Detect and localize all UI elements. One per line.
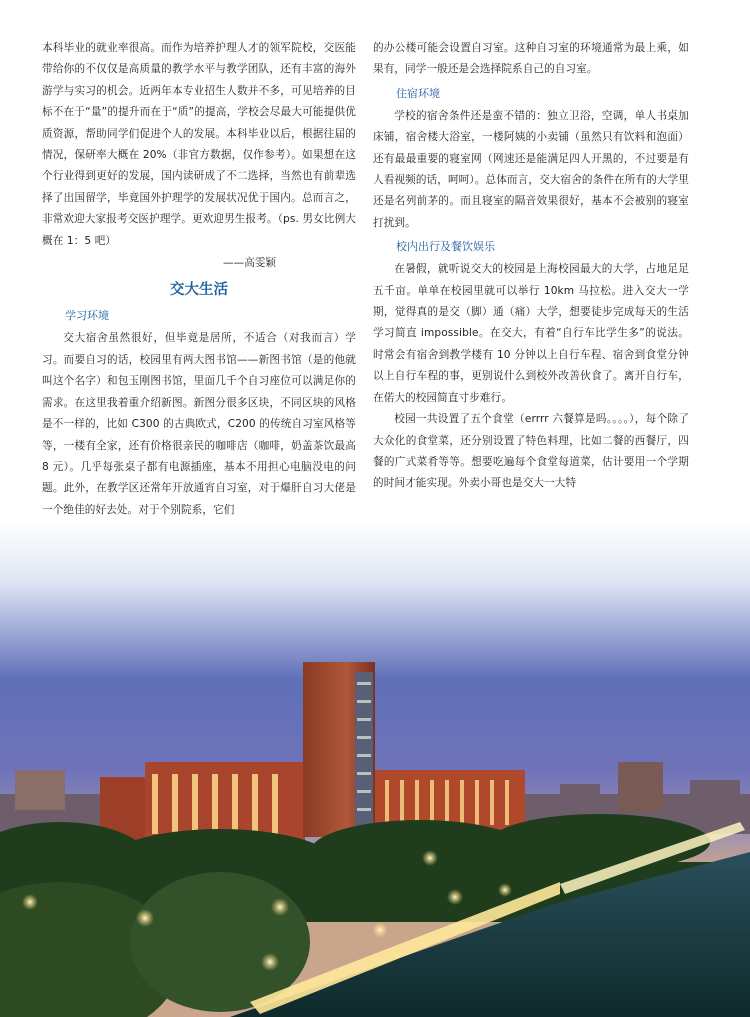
right-paragraph-3: 在暑假，就听说交大的校园是上海校园最大的大学，占地足足五千亩。单单在校园里就可以举行 10km 马拉松。进入交大一学期，觉得真的是交（脚）通（痛）大学，想要徒步完成每天的生活学习简直 impossible。在交大，有着“自行车比学生多”的说法。时常会有宿舍到教学楼有 10 分钟以上自行车程、宿舍到食堂分钟以上自行车程的事，更别说什么到校外改善伙食了。离开自行车，在偌大的校园简直寸步难行。 — [373, 263, 689, 404]
right-column — [373, 38, 689, 495]
right-paragraph-1: 的办公楼可能会设置自习室。这种自习室的环境通常为最上乘，如果有，同学一般还是会选择院系自己的自习室。 — [373, 42, 689, 76]
study-environment-heading: 学习环境 — [65, 309, 109, 323]
left-column — [42, 38, 356, 521]
left-paragraph-1: 本科毕业的就业率很高。而作为培养护理人才的领军院校，交医能带给你的不仅仅是高质量的教学水平与教学团队，还有丰富的海外游学与实习的机会。近两年本专业招生人数并不多，可见培养的目标不在于“量”的提升而在于“质”的提高，学校会尽最大可能提供优质资源，帮助同学们促进个人的发展。本科毕业以后，根据往届的情况，保研率大概在 20%（非官方数据，仅作参考）。如果想在这个行业得到更好的发展，国内读研成了不二选择，当然也有前辈选择了出国留学，毕竟国外护理学的发展状况优于国内。总而言之，非常欢迎大家报考交医护理学。更欢迎男生报考。（ps. 男女比例大概在 1：5 吧） — [42, 42, 356, 247]
right-paragraph-2: 学校的宿舍条件还是蛮不错的：独立卫浴，空调，单人书桌加床铺，宿舍楼大浴室，一楼阿姨的小卖铺（虽然只有饮料和泡面）还有最最重要的寝室网（网速还是能满足四人开黑的，不过要是有人看视频的话，呵呵）。总体而言，交大宿舍的条件在所有的大学里还是名列前茅的。而且寝室的隔音效果很好，基本不会被别的寝室打扰到。 — [373, 109, 689, 229]
dorm-environment-heading: 住宿环境 — [396, 86, 440, 100]
left-paragraph-2: 交大宿舍虽然很好，但毕竟是居所，不适合（对我而言）学习。而要自习的话，校园里有两大图书馆——新图书馆（是的他就叫这个名字）和包玉刚图书馆，里面几千个自习座位可以满足你的需求。在这里我着重介绍新图。新图分很多区块，不同区块的风格是不一样的，比如 C300 的古典欧式，C200 的传统自习室风格等等，一楼有全家，还有价格很亲民的咖啡店（咖啡，奶盖茶饮最高 8 元）。几乎每张桌子都有电源插座，基本不用担心电脑没电的问题。此外，在教学区还常年开放通宵自习室，对于爆肝自习大佬是一个绝佳的好去处。对于个别院系，它们 — [42, 332, 356, 516]
author-signature: ——高雯颖 — [223, 257, 276, 270]
campus-travel-dining-heading: 校内出行及餐饮娱乐 — [396, 240, 495, 254]
section-title: 交大生活 — [170, 282, 228, 299]
right-paragraph-4: 校园一共设置了五个食堂（errrr 六餐算是吗。。。。），每个除了大众化的食堂菜，还分别设置了特色料理，比如二餐的西餐厅，四餐的广式菜肴等等。想要吃遍每个食堂每道菜，估计要用一个学期的时间才能实现。外卖小哥也是交大一大特 — [373, 413, 689, 490]
campus-night-photo — [0, 522, 750, 1017]
library-tower — [303, 662, 375, 837]
